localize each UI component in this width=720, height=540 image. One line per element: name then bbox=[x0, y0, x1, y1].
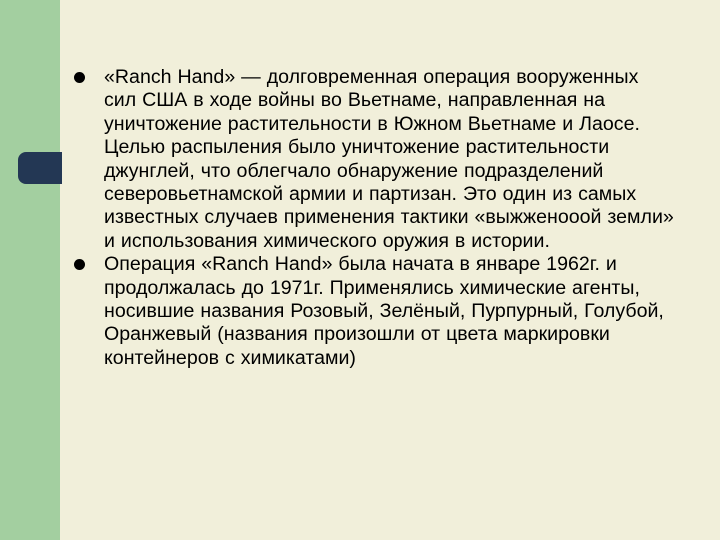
bullet-dot-icon bbox=[74, 72, 85, 83]
bullet-list bbox=[74, 66, 674, 370]
accent-tab bbox=[18, 152, 62, 184]
bullet-text: Операция «Ranch Hand» была начата в январе 1962г. и продолжалась до 1971г. Применялись химические агенты, носившие названия Розовый, Зелёный, Пурпурный, Голубой, Оранжевый (названия произошли от цвета маркировки контейнеров с химикатами) bbox=[104, 253, 664, 369]
bullet-item-operation-timeline bbox=[74, 253, 674, 370]
bullet-item-ranch-hand-definition bbox=[74, 66, 674, 253]
bullet-dot-icon bbox=[74, 259, 85, 270]
bullet-text: «Ranch Hand» — долговременная операция вооруженных сил США в ходе войны во Вьетнаме, направленная на уничтожение растительности в Южном Вьетнаме и Лаосе. Целью распыления было уничтожение растительности джунглей, что облегчало обнаружение подразделений северовьетнамской армии и партизан. Это один из самых известных случаев применения тактики «выжженооой земли» и использования химического оружия в истории. bbox=[104, 66, 674, 252]
